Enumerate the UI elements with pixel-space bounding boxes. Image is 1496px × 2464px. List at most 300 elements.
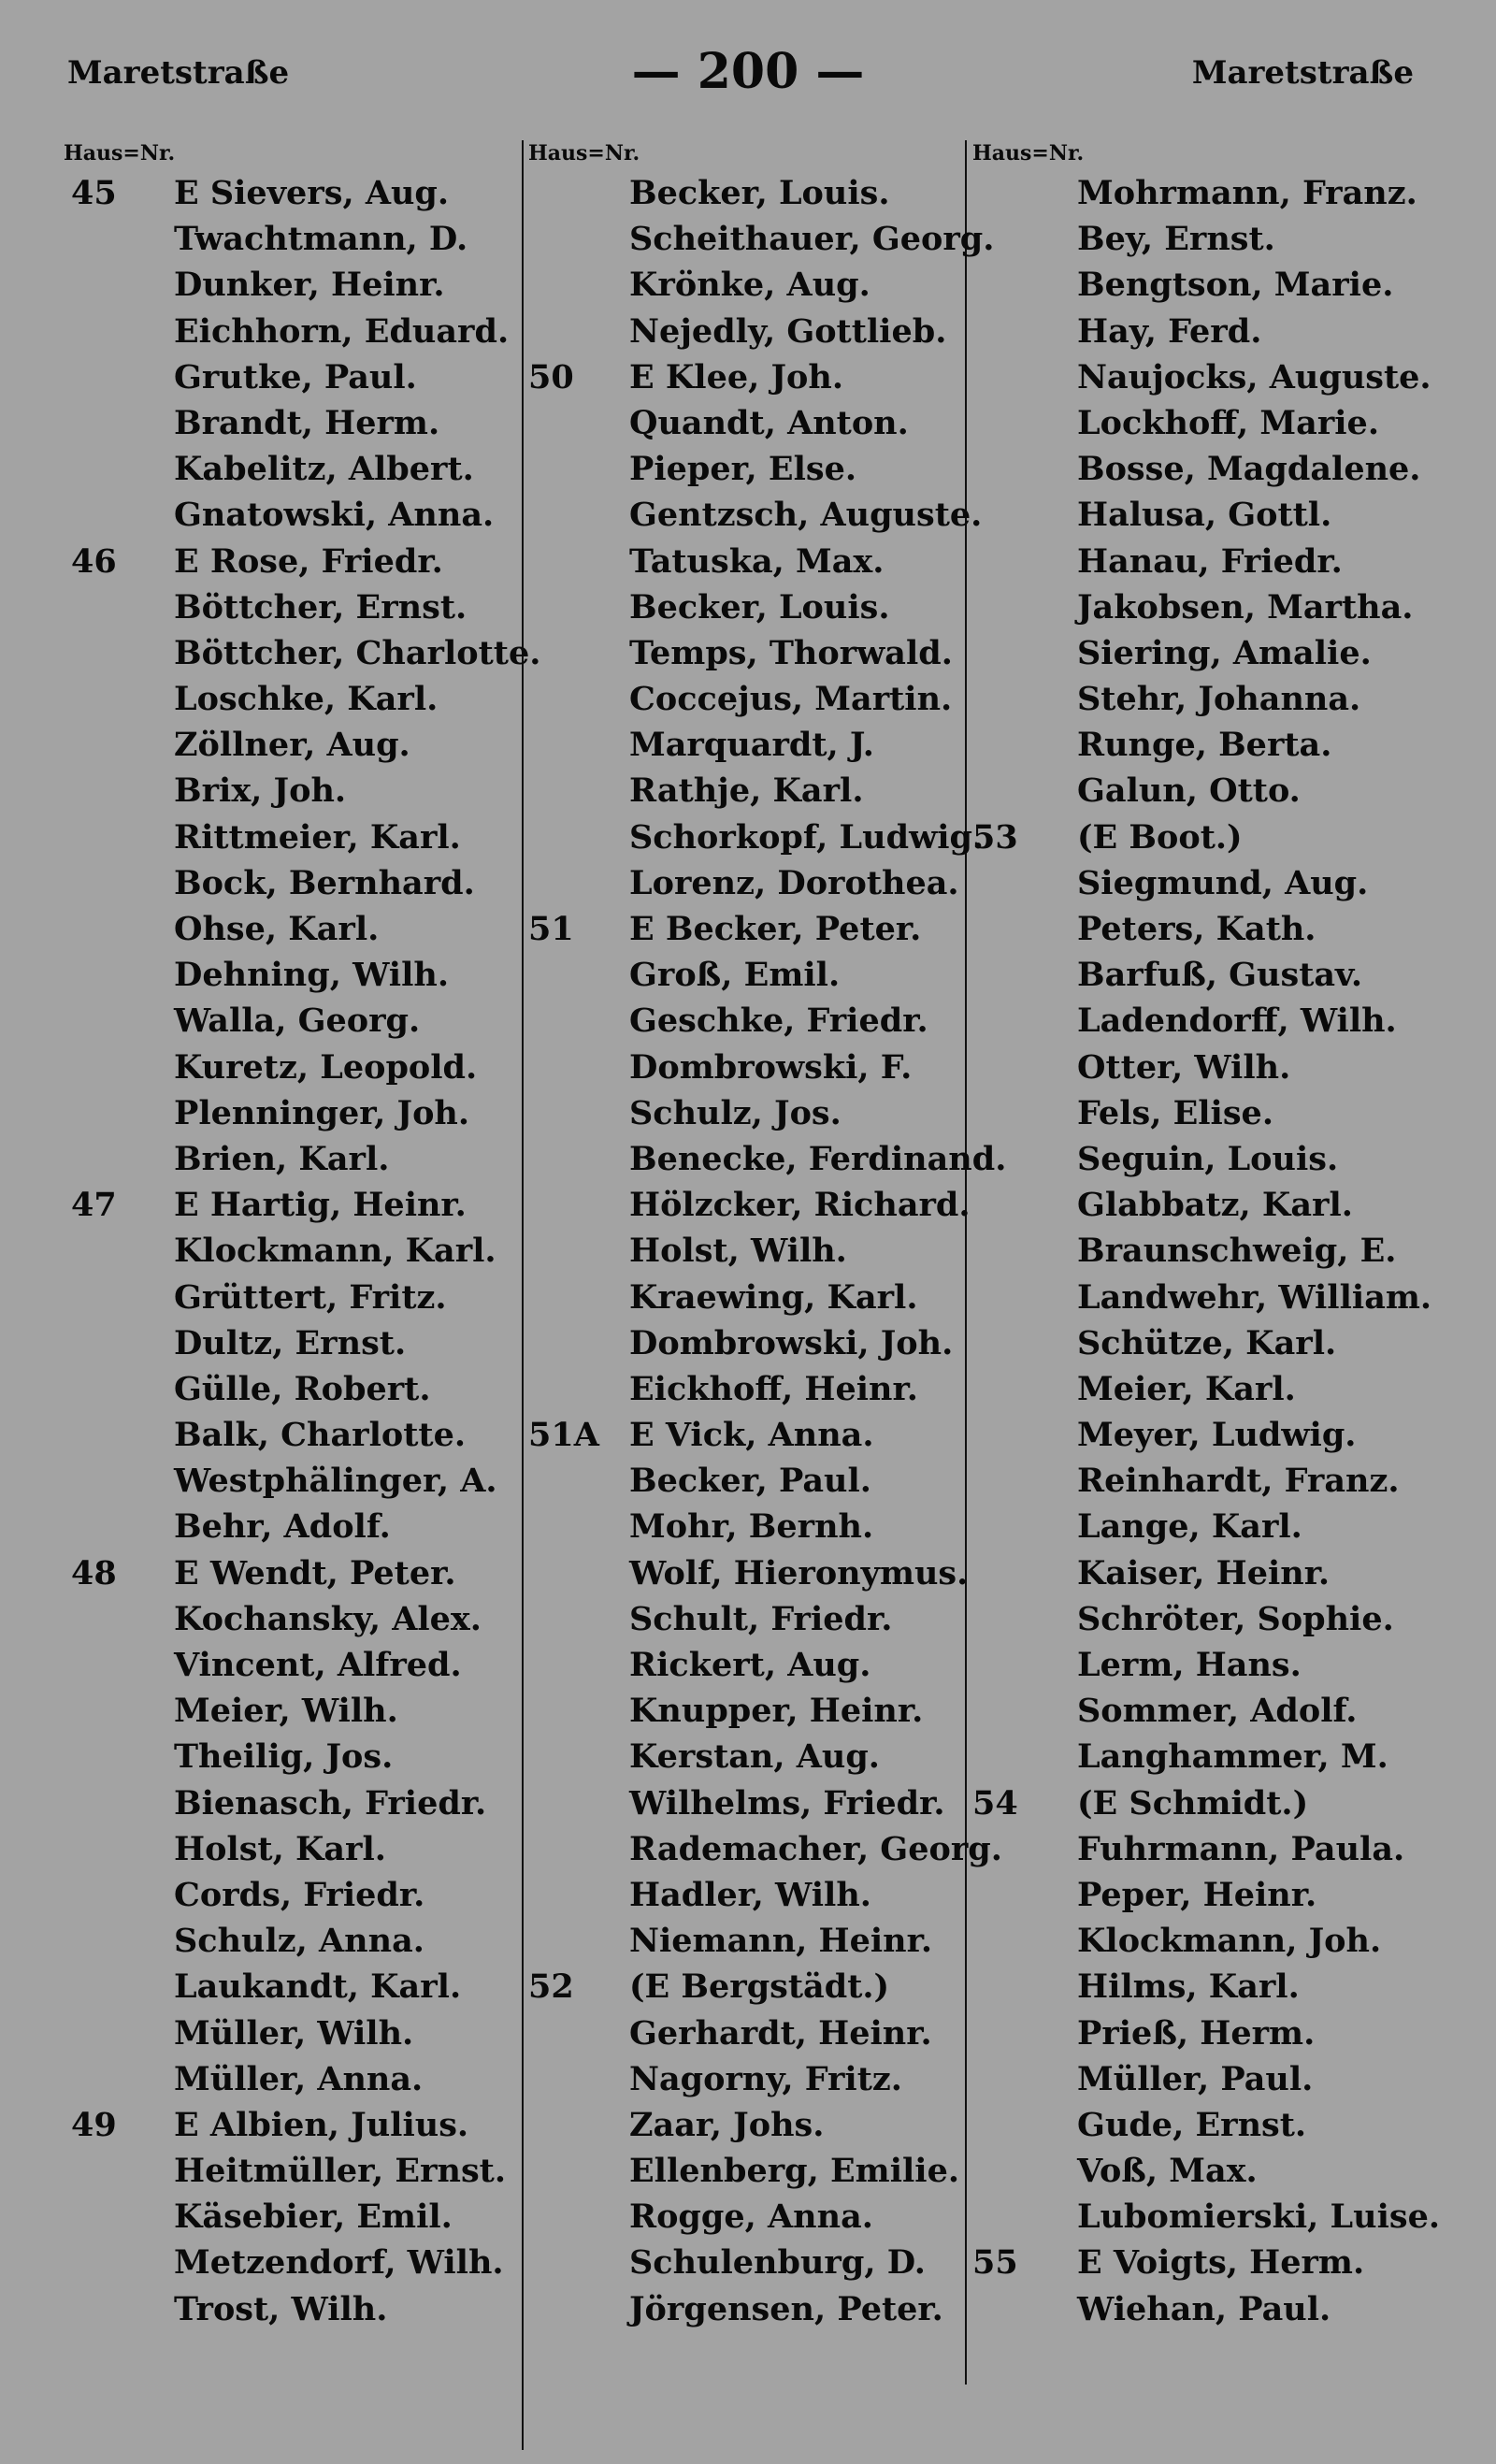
resident-name: Dombrowski, F. (629, 1047, 913, 1087)
resident-name: Hanau, Friedr. (1077, 541, 1343, 581)
resident-name: Zöllner, Aug. (174, 726, 410, 765)
list-item (64, 814, 517, 860)
resident-name: Brien, Karl. (174, 1139, 390, 1178)
list-item (64, 1366, 517, 1412)
resident-name: Hadler, Wilh. (629, 1875, 871, 1914)
list-item (528, 768, 982, 814)
list-item (64, 768, 517, 814)
list-item (64, 1182, 517, 1228)
list-item (528, 2010, 982, 2056)
list-item (528, 860, 982, 906)
resident-name: Geschke, Friedr. (629, 1001, 928, 1041)
running-head-left: Maretstraße (67, 54, 290, 92)
resident-name: E Becker, Peter. (629, 910, 922, 948)
list-item (972, 446, 1440, 492)
resident-name: Becker, Paul. (629, 1462, 871, 1501)
list-item (972, 539, 1440, 584)
list-item (528, 1045, 982, 1090)
resident-name: E Voigts, Herm. (1077, 2243, 1365, 2283)
resident-name: Gude, Ernst. (1077, 2105, 1307, 2144)
resident-name: Käsebier, Emil. (174, 2197, 453, 2237)
list-item (972, 1458, 1440, 1504)
list-item (972, 768, 1440, 814)
resident-name: Twachtmann, D. (174, 220, 468, 259)
resident-name: Kochansky, Alex. (174, 1599, 482, 1638)
resident-name: Eichhorn, Eduard. (174, 311, 510, 351)
list-item (972, 998, 1440, 1044)
column-divider (522, 140, 524, 2450)
house-number: 55 (972, 2243, 1018, 2283)
resident-name: Barfuß, Gustav. (1077, 956, 1363, 995)
resident-name: Schröter, Sophie. (1077, 1599, 1394, 1638)
list-item (64, 1412, 517, 1458)
list-item (64, 1826, 517, 1872)
resident-name: Grutke, Paul. (174, 357, 417, 396)
list-item (528, 2240, 982, 2285)
house-number: 49 (71, 2105, 117, 2144)
resident-name: Bey, Ernst. (1077, 220, 1275, 259)
list-item (972, 400, 1440, 446)
resident-name: Braunschweig, E. (1077, 1232, 1397, 1271)
list-item (528, 1826, 1002, 1872)
list-item (528, 2286, 982, 2332)
resident-name: Dehning, Wilh. (174, 956, 450, 995)
resident-name: Bengtson, Marie. (1077, 266, 1394, 305)
resident-name: Lange, Karl. (1077, 1507, 1302, 1547)
resident-name: Siering, Amalie. (1077, 633, 1372, 672)
list-item (972, 1826, 1440, 1872)
resident-name: Zaar, Johs. (629, 2105, 825, 2144)
list-item (64, 354, 517, 400)
list-item (528, 400, 982, 446)
list-item (972, 2194, 1440, 2240)
list-item (972, 1090, 1440, 1136)
house-number: 50 (528, 357, 574, 396)
resident-name: Schorkopf, Ludwig. (629, 817, 985, 857)
list-item (972, 1918, 1440, 1964)
list-item (64, 1550, 517, 1596)
house-number: 45 (71, 174, 117, 212)
list-item (64, 1090, 517, 1136)
list-item (64, 1642, 517, 1688)
resident-name: Quandt, Anton. (629, 403, 909, 442)
list-item (64, 584, 517, 630)
resident-name: Müller, Paul. (1077, 2059, 1314, 2098)
list-item (528, 309, 982, 354)
list-item (528, 1136, 1007, 1182)
resident-name: Gerhardt, Heinr. (629, 2013, 932, 2053)
list-item (528, 492, 982, 538)
resident-name: E Sievers, Aug. (174, 174, 450, 212)
list-item (972, 1550, 1440, 1596)
house-number: 54 (972, 1783, 1018, 1823)
resident-name: Reinhardt, Franz. (1077, 1462, 1400, 1501)
list-item (64, 998, 517, 1044)
resident-name: Loschke, Karl. (174, 680, 439, 719)
list-item (972, 1688, 1440, 1734)
list-item (528, 952, 982, 998)
resident-name: Klockmann, Karl. (174, 1232, 496, 1271)
resident-name: (E Boot.) (1077, 817, 1243, 857)
resident-name: Jörgensen, Peter. (629, 2289, 943, 2328)
house-number: 47 (71, 1186, 117, 1225)
resident-name: Klockmann, Joh. (1077, 1922, 1382, 1961)
list-item (972, 170, 1440, 216)
list-item (972, 216, 1440, 262)
resident-name: Theilig, Jos. (174, 1737, 394, 1777)
resident-name: Nejedly, Gottlieb. (629, 311, 947, 351)
list-item (972, 722, 1440, 768)
running-head-right: Maretstraße (1191, 54, 1414, 92)
list-item (972, 676, 1440, 722)
list-item (64, 262, 517, 308)
list-item (64, 2102, 517, 2148)
resident-name: Nagorny, Fritz. (629, 2059, 902, 2098)
list-item (528, 216, 995, 262)
list-item (972, 1366, 1440, 1412)
resident-name: Peters, Kath. (1077, 910, 1316, 948)
resident-name: Schulz, Anna. (174, 1922, 424, 1961)
list-item (64, 1045, 517, 1090)
resident-name: Brix, Joh. (174, 771, 347, 811)
list-item (528, 1320, 982, 1366)
resident-name: Bienasch, Friedr. (174, 1783, 487, 1823)
resident-name: Kaiser, Heinr. (1077, 1553, 1331, 1592)
list-item (972, 584, 1440, 630)
column-label: Haus=Nr. (64, 141, 176, 166)
resident-name: Fels, Elise. (1077, 1093, 1273, 1132)
resident-name: Grüttert, Fritz. (174, 1277, 447, 1317)
resident-name: Hilms, Karl. (1077, 1967, 1300, 2007)
resident-name: Voß, Max. (1077, 2152, 1258, 2191)
resident-name: Meier, Wilh. (174, 1692, 398, 1731)
list-item (528, 2148, 982, 2194)
list-item (972, 1412, 1440, 1458)
resident-name: (E Bergstädt.) (629, 1967, 890, 2007)
list-item (528, 1872, 982, 1918)
resident-name: Kraewing, Karl. (629, 1277, 918, 1317)
resident-name: Metzendorf, Wilh. (174, 2243, 504, 2283)
list-item (972, 906, 1440, 952)
list-item (528, 1458, 982, 1504)
resident-name: E Klee, Joh. (629, 357, 844, 396)
entry-list (972, 170, 1440, 2332)
resident-name: Rickert, Aug. (629, 1646, 871, 1684)
resident-name: E Vick, Anna. (629, 1416, 874, 1455)
resident-name: Gülle, Robert. (174, 1369, 431, 1408)
resident-name: Landwehr, William. (1077, 1277, 1432, 1317)
resident-name: Laukandt, Karl. (174, 1967, 462, 2007)
resident-name: Gnatowski, Anna. (174, 496, 495, 535)
resident-name: Balk, Charlotte. (174, 1416, 467, 1455)
resident-name: Rademacher, Georg. (629, 1829, 1002, 1868)
resident-name: Meier, Karl. (1077, 1369, 1296, 1408)
list-item (64, 1734, 517, 1780)
resident-name: Schulenburg, D. (629, 2243, 926, 2283)
list-item (528, 1688, 982, 1734)
resident-name: Pieper, Else. (629, 450, 857, 489)
list-item (64, 860, 517, 906)
list-item (972, 1596, 1440, 1642)
resident-name: Lorenz, Dorothea. (629, 863, 959, 902)
list-item (972, 1734, 1440, 1780)
list-item (528, 630, 982, 676)
resident-name: Runge, Berta. (1077, 726, 1332, 765)
list-item (64, 170, 517, 216)
resident-name: Lubomierski, Luise. (1077, 2197, 1441, 2237)
list-item (64, 2240, 517, 2285)
resident-name: Böttcher, Charlotte. (174, 633, 541, 672)
list-item (528, 262, 982, 308)
list-item (528, 1964, 982, 2010)
resident-name: Westphälinger, A. (174, 1462, 497, 1501)
resident-name: Rathje, Karl. (629, 771, 864, 811)
resident-name: Tatuska, Max. (629, 541, 885, 581)
resident-name: Dunker, Heinr. (174, 266, 445, 305)
list-item (64, 309, 517, 354)
list-item (64, 2056, 517, 2102)
resident-name: Walla, Georg. (174, 1001, 421, 1041)
resident-name: Glabbatz, Karl. (1077, 1186, 1353, 1225)
list-item (972, 2286, 1440, 2332)
list-item (64, 400, 517, 446)
list-item (972, 1228, 1440, 1274)
list-item (528, 1734, 982, 1780)
resident-name: Kerstan, Aug. (629, 1737, 880, 1777)
list-item (972, 354, 1440, 400)
resident-name: E Hartig, Heinr. (174, 1186, 467, 1225)
resident-name: Behr, Adolf. (174, 1507, 391, 1547)
list-item (528, 906, 982, 952)
list-item (64, 722, 517, 768)
page-number: — 200 — (631, 43, 865, 100)
resident-name: Hay, Ferd. (1077, 311, 1262, 351)
list-item (972, 1045, 1440, 1090)
resident-name: Mohr, Bernh. (629, 1507, 874, 1547)
list-item (64, 1228, 517, 1274)
resident-name: Vincent, Alfred. (174, 1646, 462, 1684)
list-item (972, 2102, 1440, 2148)
house-number: 46 (71, 541, 117, 581)
list-item (528, 1182, 982, 1228)
resident-name: Gentzsch, Auguste. (629, 496, 983, 535)
resident-name: Coccejus, Martin. (629, 680, 953, 719)
list-item (64, 630, 541, 676)
list-item (528, 1366, 982, 1412)
list-item (528, 1642, 982, 1688)
list-item (64, 1320, 517, 1366)
list-item (528, 1412, 982, 1458)
resident-name: Holst, Karl. (174, 1829, 386, 1868)
list-item (528, 354, 982, 400)
list-item (972, 2148, 1440, 2194)
resident-name: E Rose, Friedr. (174, 541, 443, 581)
resident-name: Meyer, Ludwig. (1077, 1416, 1357, 1455)
list-item (972, 1642, 1440, 1688)
list-item (972, 1320, 1440, 1366)
list-item (972, 2010, 1440, 2056)
list-item (528, 722, 982, 768)
list-item (64, 1275, 517, 1320)
resident-name: Otter, Wilh. (1077, 1047, 1291, 1087)
list-item (64, 539, 517, 584)
resident-name: Jakobsen, Martha. (1077, 587, 1414, 627)
list-item (528, 446, 982, 492)
resident-name: Ladendorff, Wilh. (1077, 1001, 1397, 1041)
list-item (64, 906, 517, 952)
resident-name: Groß, Emil. (629, 956, 841, 995)
resident-name: Langhammer, M. (1077, 1737, 1388, 1777)
list-item (528, 2102, 982, 2148)
resident-name: Mohrmann, Franz. (1077, 174, 1417, 212)
list-item (528, 1918, 982, 1964)
house-number: 52 (528, 1967, 574, 2007)
list-item (972, 1136, 1440, 1182)
list-item (64, 1688, 517, 1734)
resident-name: Becker, Louis. (629, 174, 890, 212)
resident-name: Krönke, Aug. (629, 266, 870, 305)
list-item (972, 492, 1440, 538)
resident-name: Prieß, Herm. (1077, 2013, 1316, 2053)
list-item (528, 584, 982, 630)
resident-name: Ellenberg, Emilie. (629, 2152, 960, 2191)
resident-name: Hölzcker, Richard. (629, 1186, 971, 1225)
list-item (528, 676, 982, 722)
list-item (64, 1136, 517, 1182)
resident-name: Fuhrmann, Paula. (1077, 1829, 1405, 1868)
column-3 (972, 137, 1440, 2437)
list-item (64, 1596, 517, 1642)
resident-name: Rogge, Anna. (629, 2197, 873, 2237)
resident-name: Kabelitz, Albert. (174, 450, 474, 489)
resident-name: Wolf, Hieronymus. (629, 1553, 969, 1592)
resident-name: Trost, Wilh. (174, 2289, 388, 2328)
house-number: 51 (528, 910, 574, 948)
resident-name: Schütze, Karl. (1077, 1323, 1337, 1362)
resident-name: Dultz, Ernst. (174, 1323, 407, 1362)
resident-name: Marquardt, J. (629, 726, 874, 765)
resident-name: Seguin, Louis. (1077, 1139, 1339, 1178)
resident-name: Rittmeier, Karl. (174, 817, 461, 857)
resident-name: Dombrowski, Joh. (629, 1323, 954, 1362)
column-label: Haus=Nr. (528, 141, 640, 166)
list-item (972, 1964, 1440, 2010)
resident-name: Wiehan, Paul. (1077, 2289, 1331, 2328)
list-item (528, 539, 982, 584)
list-item (64, 492, 517, 538)
list-item (972, 952, 1440, 998)
resident-name: Lerm, Hans. (1077, 1646, 1302, 1684)
list-item (972, 262, 1440, 308)
house-number: 48 (71, 1553, 117, 1592)
resident-name: Sommer, Adolf. (1077, 1692, 1358, 1731)
resident-name: Holst, Wilh. (629, 1232, 847, 1271)
column-label: Haus=Nr. (972, 141, 1085, 166)
list-item (64, 2148, 517, 2194)
list-item (64, 1964, 517, 2010)
resident-name: Scheithauer, Georg. (629, 220, 995, 259)
entry-list (64, 170, 541, 2332)
resident-name: Stehr, Johanna. (1077, 680, 1361, 719)
list-item (64, 2010, 517, 2056)
list-item (528, 1596, 982, 1642)
list-item (528, 1275, 982, 1320)
resident-name: Müller, Wilh. (174, 2013, 414, 2053)
list-item (528, 2056, 982, 2102)
resident-name: Lockhoff, Marie. (1077, 403, 1380, 442)
resident-name: Halusa, Gottl. (1077, 496, 1332, 535)
list-item (64, 446, 517, 492)
list-item (972, 1182, 1440, 1228)
list-item (64, 216, 517, 262)
list-item (528, 2194, 982, 2240)
resident-name: Naujocks, Auguste. (1077, 357, 1431, 396)
list-item (64, 676, 517, 722)
list-item (64, 1780, 517, 1826)
list-item (972, 1504, 1440, 1549)
list-item (528, 1504, 982, 1549)
list-item (972, 630, 1440, 676)
resident-name: E Wendt, Peter. (174, 1553, 456, 1592)
list-item (528, 1550, 982, 1596)
resident-name: Kuretz, Leopold. (174, 1047, 478, 1087)
resident-name: Müller, Anna. (174, 2059, 424, 2098)
resident-name: Böttcher, Ernst. (174, 587, 468, 627)
resident-name: Niemann, Heinr. (629, 1922, 933, 1961)
list-item (528, 814, 985, 860)
resident-name: Eickhoff, Heinr. (629, 1369, 918, 1408)
list-item (528, 1090, 982, 1136)
resident-name: Brandt, Herm. (174, 403, 440, 442)
list-item (64, 2286, 517, 2332)
list-item (528, 170, 982, 216)
list-item (972, 2240, 1440, 2285)
resident-name: E Albien, Julius. (174, 2105, 469, 2144)
resident-name: Becker, Louis. (629, 587, 890, 627)
resident-name: Benecke, Ferdinand. (629, 1139, 1007, 1178)
list-item (972, 2056, 1440, 2102)
list-item (972, 860, 1440, 906)
column-1 (64, 137, 541, 2437)
list-item (972, 1780, 1440, 1826)
list-item (64, 2194, 517, 2240)
list-item (64, 1918, 517, 1964)
resident-name: (E Schmidt.) (1077, 1783, 1309, 1823)
house-number: 53 (972, 817, 1018, 857)
list-item (528, 1780, 982, 1826)
list-item (972, 1872, 1440, 1918)
list-item (64, 1504, 517, 1549)
resident-name: Schult, Friedr. (629, 1599, 893, 1638)
resident-name: Plenninger, Joh. (174, 1093, 470, 1132)
resident-name: Bock, Bernhard. (174, 863, 475, 902)
resident-name: Temps, Thorwald. (629, 633, 953, 672)
resident-name: Siegmund, Aug. (1077, 863, 1369, 902)
list-item (972, 309, 1440, 354)
resident-name: Wilhelms, Friedr. (629, 1783, 945, 1823)
resident-name: Cords, Friedr. (174, 1875, 425, 1914)
resident-name: Knupper, Heinr. (629, 1692, 924, 1731)
resident-name: Peper, Heinr. (1077, 1875, 1317, 1914)
resident-name: Heitmüller, Ernst. (174, 2152, 507, 2191)
list-item (528, 998, 982, 1044)
house-number: 51A (528, 1416, 599, 1455)
list-item (528, 1228, 982, 1274)
resident-name: Schulz, Jos. (629, 1093, 842, 1132)
list-item (972, 1275, 1440, 1320)
list-item (972, 814, 1440, 860)
resident-name: Bosse, Magdalene. (1077, 450, 1421, 489)
